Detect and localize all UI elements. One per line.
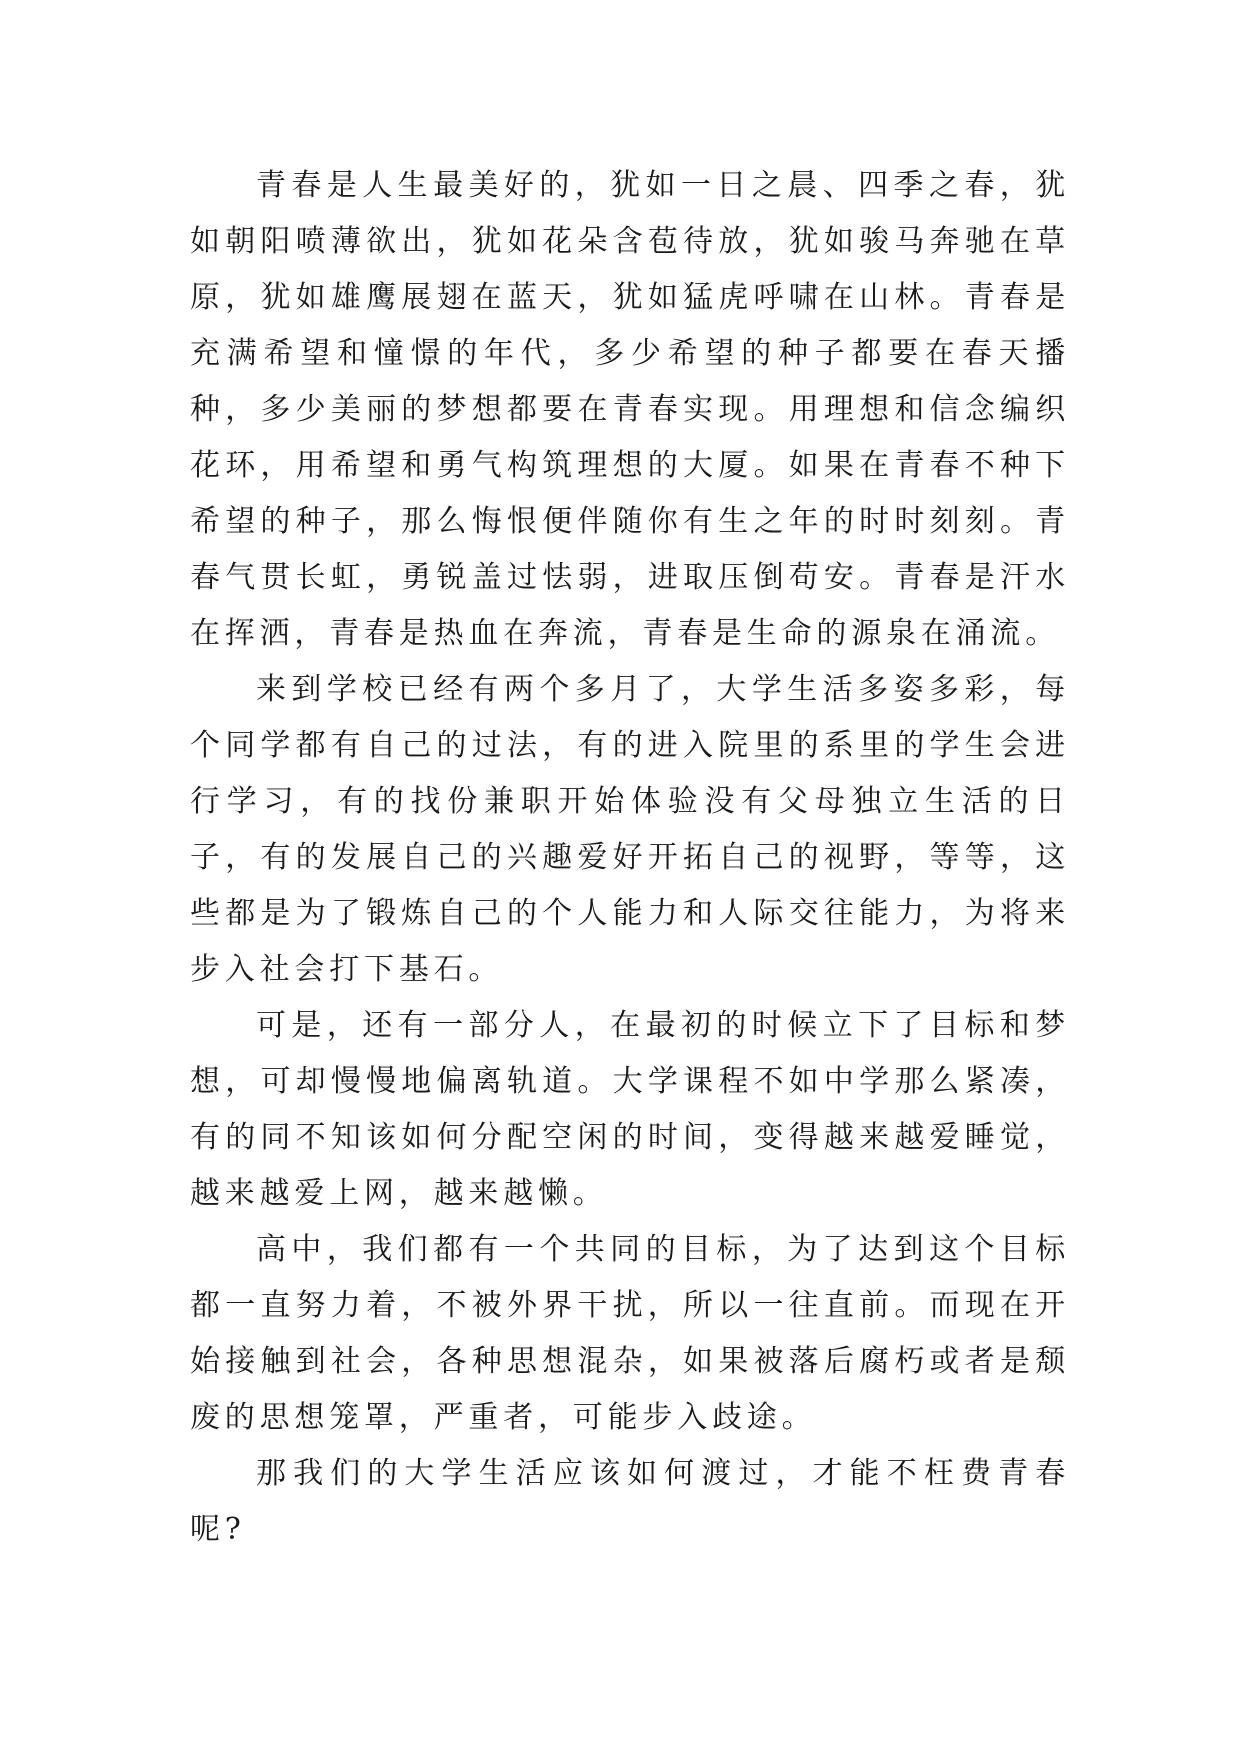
paragraph-college-life (190, 662, 1070, 998)
text-line: 发展自己的兴趣爱好开拓自己的视野，等等，这些都是为了 (190, 840, 1070, 931)
text-line: 基石。 (398, 952, 504, 987)
document-body (190, 158, 1070, 1558)
text-line: 习，有的找份兼职开始体验没有父母独立生活的日子，有的 (190, 784, 1070, 875)
text-line: 上网，越来越懒。 (329, 1176, 608, 1211)
text-line: 想笼罩，严重者，可能步入歧途。 (294, 1400, 817, 1435)
text-line: 么悔恨便伴随你有生之年的时时刻刻。青春气贯长虹，勇锐 (190, 504, 1070, 595)
text-line: 不知该如何分配空闲的时间，变得越来越爱睡觉，越来越爱 (190, 1120, 1070, 1211)
text-line: 丽的梦想都要在青春实现。用理想和信念编织花环，用希望 (190, 392, 1071, 483)
text-line: 可却慢慢地偏离轨道。大学课程不如中学那么紧凑，有的同 (190, 1064, 1070, 1155)
text-line: 高中，我们都有一个共同的目标，为了达到这个目标都 (190, 1232, 1070, 1323)
paragraph-drifting (190, 998, 1070, 1222)
text-line: 在奔流，青春是生命的源泉在涌流。 (503, 616, 1061, 651)
text-line: 朝阳喷薄欲出，犹如花朵含苞待放，犹如骏马奔驰在草原， (190, 224, 1070, 315)
paragraph-youth (190, 158, 1070, 662)
text-line: 触到社会，各种思想混杂，如果被落后腐朽或者是颓废的思 (190, 1344, 1070, 1435)
text-line: 同学都有自己的过法，有的进入院里的系里的学生会进行学 (190, 728, 1070, 819)
text-line: 一直努力着，不被外界干扰，所以一往直前。而现在开始接 (190, 1288, 1070, 1379)
paragraph-high-school (190, 1222, 1070, 1446)
paragraph-question (190, 1446, 1070, 1558)
text-line: 可是，还有一部分人，在最初的时候立下了目标和梦想， (190, 1008, 1070, 1099)
text-line: 来到学校已经有两个多月了，大学生活多姿多彩，每个 (190, 672, 1070, 763)
text-line: 那我们的大学生活应该如何渡过，才能不枉费青春呢? (190, 1456, 1070, 1547)
text-line: 青春是人生最美好的，犹如一日之晨、四季之春，犹如 (190, 168, 1070, 259)
text-line: 锻炼自己的个人能力和人际交往能力，为将来步入社会打下 (190, 896, 1071, 987)
text-line: 盖过怯弱，进取压倒苟安。青春是汗水在挥洒，青春是热血 (190, 560, 1070, 651)
text-line: 望和憧憬的年代，多少希望的种子都要在春天播种，多少美 (190, 336, 1070, 427)
text-line: 犹如雄鹰展翅在蓝天，犹如猛虎呼啸在山林。青春是充满希 (190, 280, 1070, 371)
text-line: 和勇气构筑理想的大厦。如果在青春不种下希望的种子，那 (190, 448, 1070, 539)
